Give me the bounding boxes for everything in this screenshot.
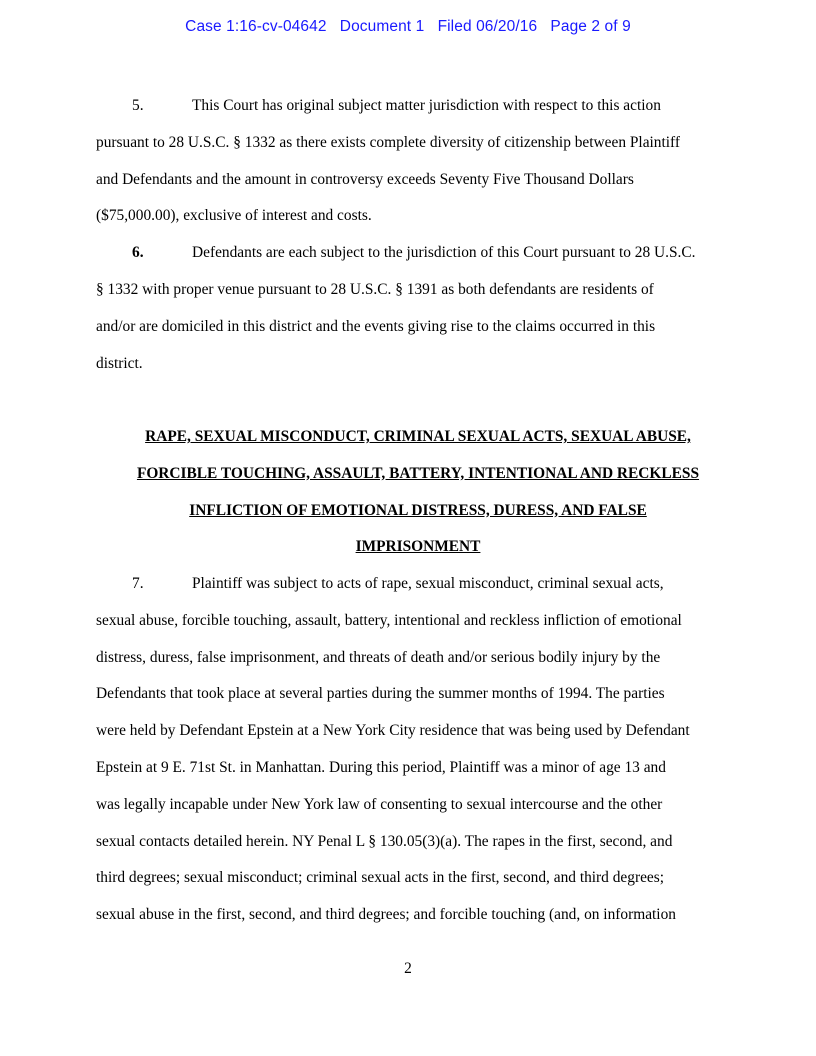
- paragraph-line: sexual abuse in the first, second, and third degrees; and forcible touching (and, on information: [96, 906, 676, 924]
- heading-line: RAPE, SEXUAL MISCONDUCT, CRIMINAL SEXUAL ACTS, SEXUAL ABUSE,: [145, 428, 691, 445]
- paragraph-line: Defendants are each subject to the jurisdiction of this Court pursuant to 28 U.S.C.: [192, 244, 696, 262]
- paragraph-line: ($75,000.00), exclusive of interest and costs.: [96, 207, 372, 225]
- paragraph-line: were held by Defendant Epstein at a New York City residence that was being used by Defendant: [96, 722, 690, 740]
- paragraph-6: [96, 235, 722, 382]
- paragraph-5: [96, 88, 722, 235]
- heading-line: FORCIBLE TOUCHING, ASSAULT, BATTERY, INTENTIONAL AND RECKLESS: [136, 464, 700, 482]
- heading-line: INFLICTION OF EMOTIONAL DISTRESS, DURESS, AND FALSE: [189, 501, 647, 519]
- heading-line: IMPRISONMENT: [355, 538, 481, 556]
- paragraph-number: 7.: [132, 575, 144, 592]
- paragraphs-5-6: [96, 88, 722, 382]
- paragraph-line: Epstein at 9 E. 71st St. in Manhattan. During this period, Plaintiff was a minor of age 13 and: [96, 758, 666, 776]
- paragraph-line: was legally incapable under New York law of consenting to sexual intercourse and the other: [96, 795, 663, 813]
- paragraph-number: 5.: [132, 97, 144, 114]
- paragraph-line: and/or are domiciled in this district and the events giving rise to the claims occurred in this: [96, 317, 656, 335]
- case-header: Case 1:16-cv-04642 Document 1 Filed 06/20/16 Page 2 of 9: [185, 18, 631, 35]
- paragraph-line: third degrees; sexual misconduct; criminal sexual acts in the first, second, and third degrees;: [96, 869, 665, 887]
- paragraph-7: [96, 566, 722, 934]
- paragraph-line: district.: [96, 354, 143, 372]
- paragraph-line: distress, duress, false imprisonment, and threats of death and/or serious bodily injury by the: [96, 648, 661, 666]
- paragraph-line: sexual contacts detailed herein. NY Penal L § 130.05(3)(a). The rapes in the first, second, and: [96, 832, 673, 850]
- paragraph-line: § 1332 with proper venue pursuant to 28 U.S.C. § 1391 as both defendants are residents of: [96, 280, 654, 298]
- paragraph-line: Defendants that took place at several parties during the summer months of 1994. The parties: [96, 685, 665, 703]
- paragraph-line: Plaintiff was subject to acts of rape, sexual misconduct, criminal sexual acts,: [192, 575, 664, 592]
- paragraph-line: pursuant to 28 U.S.C. § 1332 as there exists complete diversity of citizenship between Plaintiff: [96, 133, 681, 151]
- paragraph-line: sexual abuse, forcible touching, assault, battery, intentional and reckless infliction of emotional: [96, 611, 682, 629]
- paragraph-line: and Defendants and the amount in controversy exceeds Seventy Five Thousand Dollars: [96, 170, 634, 188]
- paragraph-number: 6.: [132, 244, 144, 262]
- paragraph-line: This Court has original subject matter jurisdiction with respect to this action: [192, 97, 661, 114]
- page-number: 2: [404, 960, 412, 977]
- section-heading: [96, 419, 740, 566]
